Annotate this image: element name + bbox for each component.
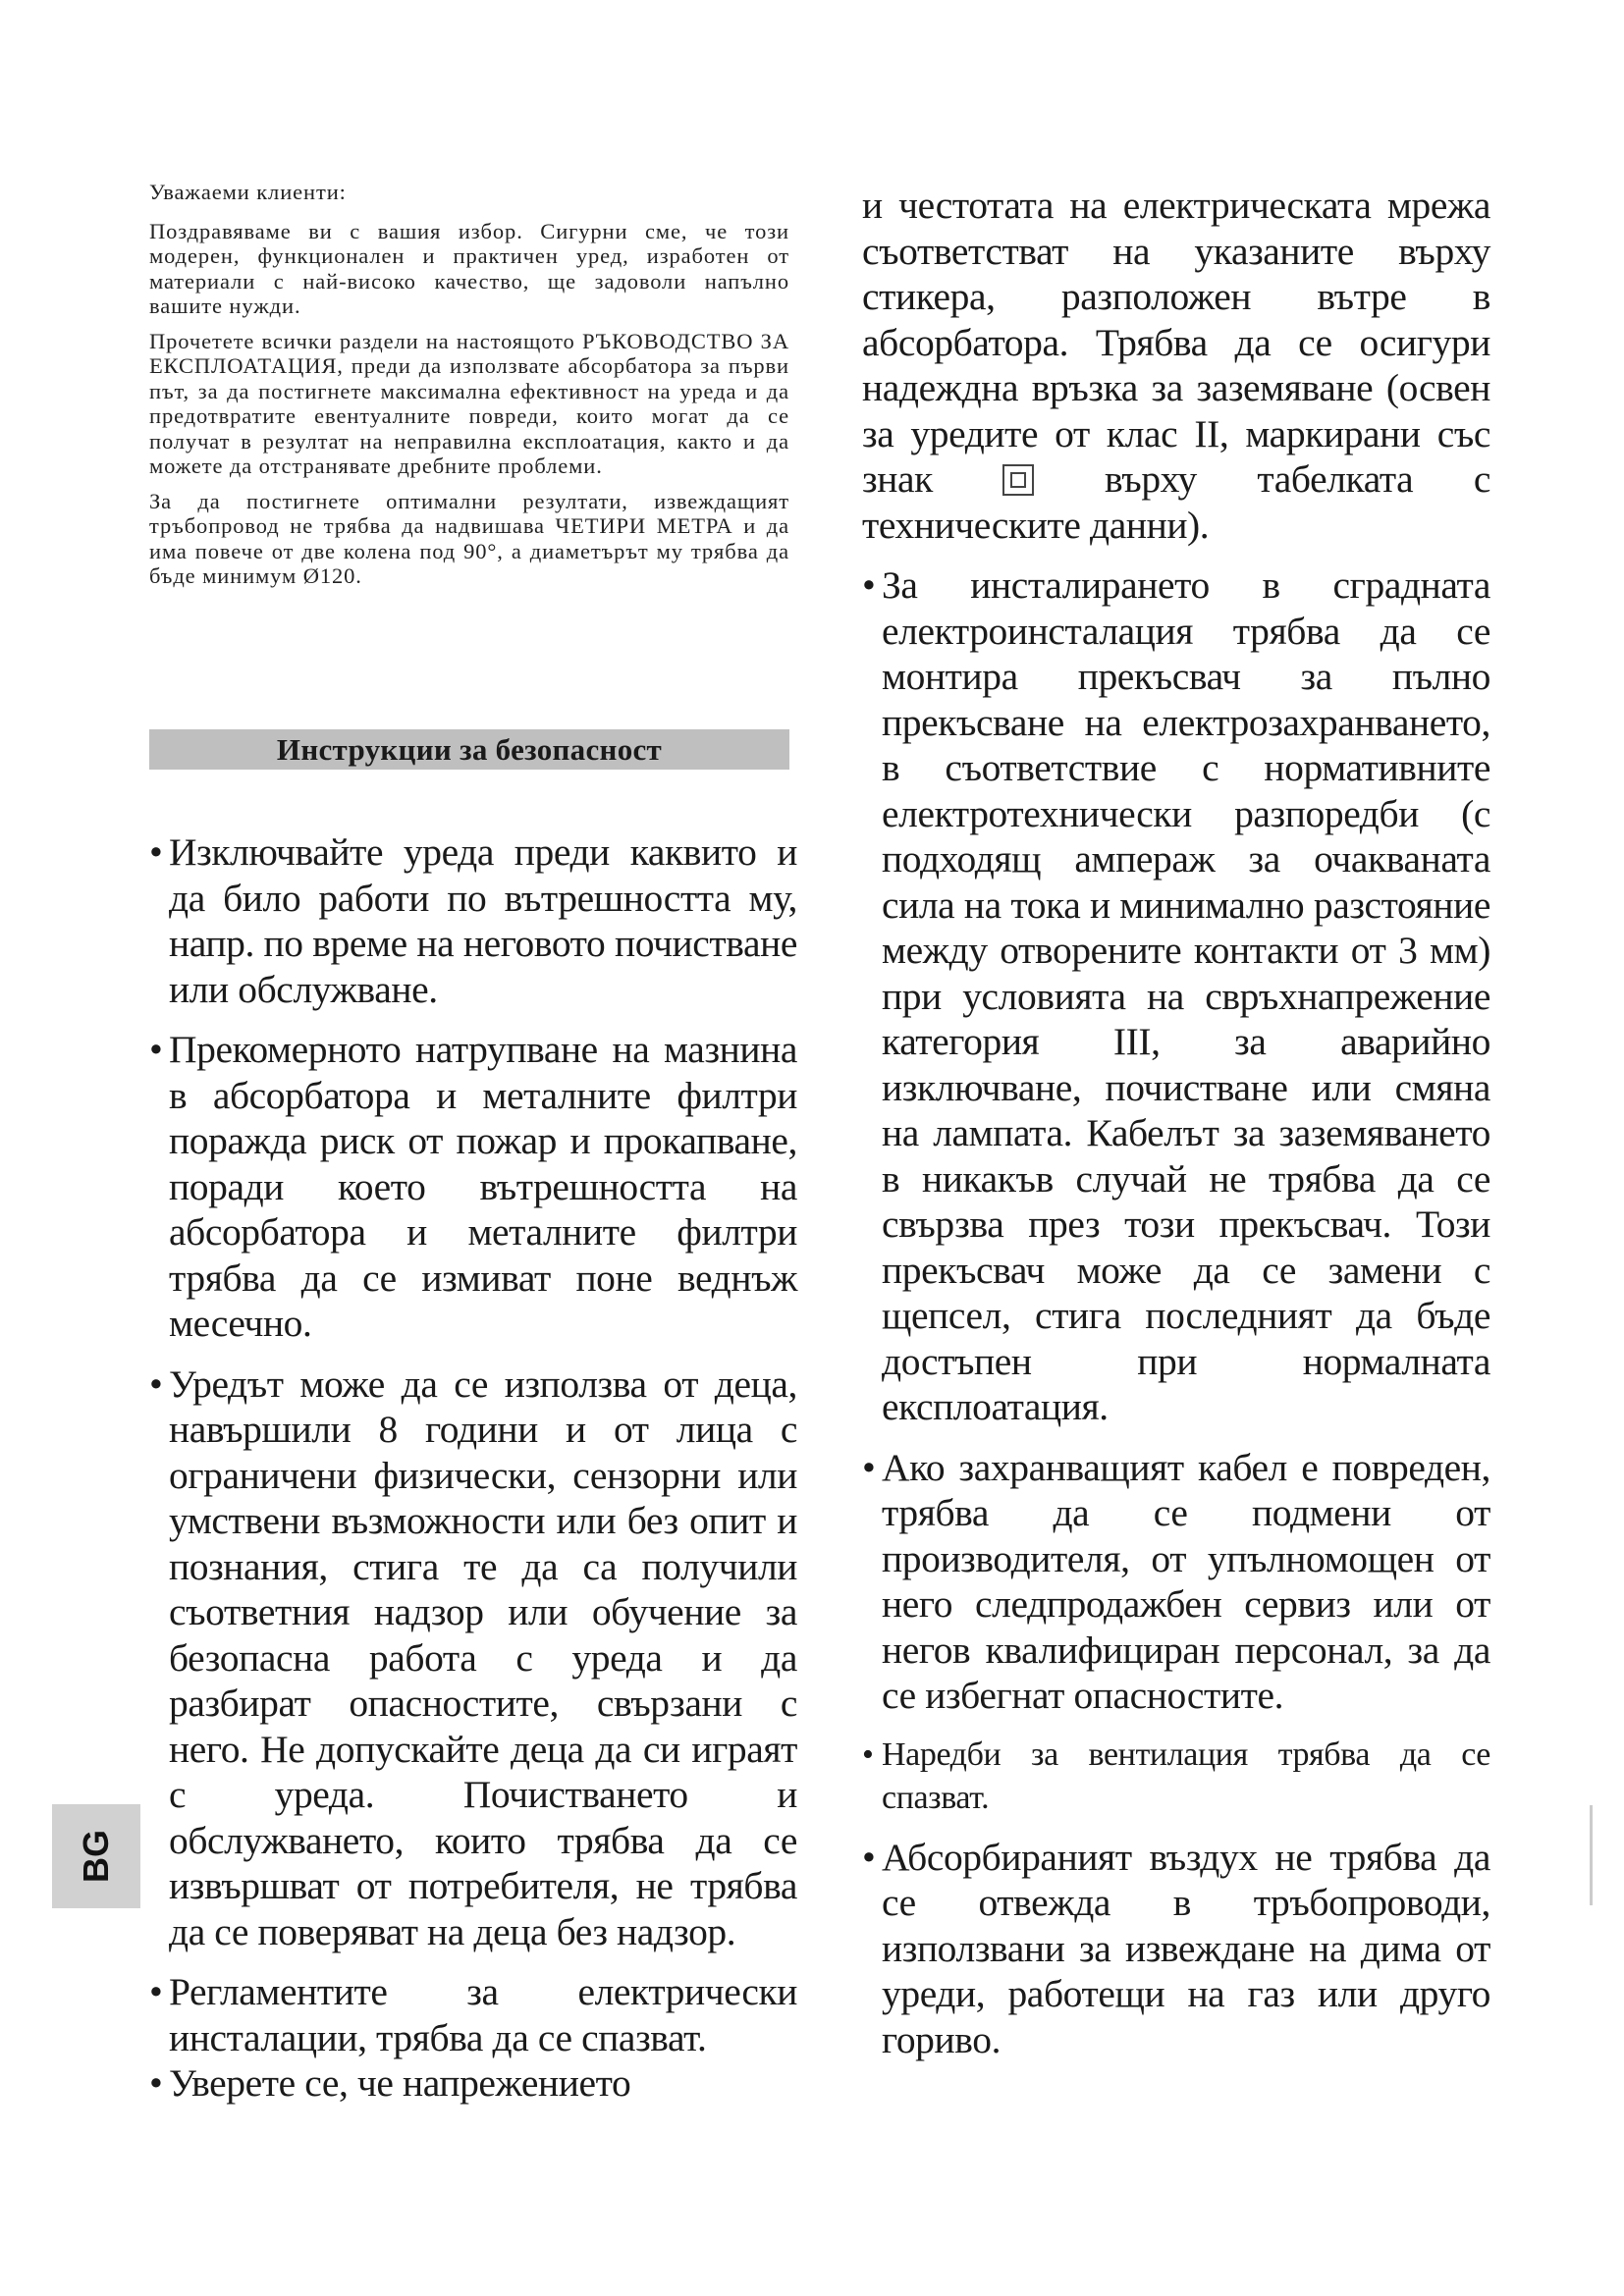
double-square-icon [1002,464,1034,496]
safety-item-text: Абсорбираният въздух не трябва да се отвежда в тръбопроводи, използвани за извеждане на дима от уреди, работещи на газ или друго гориво. [882,1835,1490,2061]
safety-item-text: Ако захранващият кабел е повреден, трябва да се подмени от производителя, от упълномощен от него следпродажбен сервиз или от негов квалифициран персонал, за да се избегнат опасностите. [882,1445,1490,1717]
safety-item [149,829,797,1012]
bullet: • [862,1735,874,1773]
safety-item-text: Уредът може да се използва от деца, навършили 8 години и от лица с ограничени физически, сензорни или умствени възможности или без опит и познания, стига те да са получили съответния надзор или обучение за безопасна работа с уреда и да разбират опасностите, свързани с него. Не допускайте деца да си играят с уреда. Почистването и обслужването, които трябва да се извършват от потребителя, не трябва да се поверяват на деца без надзор. [169,1362,797,1953]
intro-paragraph: Прочетете всички раздели на настоящото РЪКОВОДСТВО ЗА ЕКСПЛОАТАЦИЯ, преди да използвате абсорбатора за първи път, за да постигнете максимална ефективност на уреда и да предотвратите евентуалните повреди, които могат да се получат в резултат на неправилна експлоатация, както и да можете да отстранявате дребните проблеми. [149,328,789,478]
safety-item [862,562,1490,1430]
right-column [862,183,1490,2077]
safety-item-text: върху табелката с техническите данни). [862,457,1491,547]
bullet: • [862,1835,876,1879]
language-tab-label: BG [76,1830,116,1883]
left-column [149,829,797,2121]
bullet: • [862,563,876,607]
section-title: Инструкции за безопасност [276,732,663,767]
safety-item-text: Наредби за вентилация трябва да се спазват. [882,1735,1490,1816]
section-heading-bar [149,729,789,770]
bullet: • [149,1028,163,1071]
intro-paragraph: Поздравяваме ви с вашия избор. Сигурни сме, че този модерен, функционален и практичен уред, изработен от материали с най-високо качество, ще задоволи напълно вашите нужди. [149,218,789,318]
intro-block [149,180,789,599]
safety-item [149,2060,797,2107]
page-edge-marker [1590,1805,1593,1905]
safety-item [862,1734,1490,1820]
language-tab [52,1804,140,1908]
bullet: • [149,2061,163,2105]
safety-item-text: За инсталирането в сградната електроинсталация трябва да се монтира прекъсвач за пълно прекъсване на електрозахранването, в съответствие с нормативните електротехнически разпоредби (с подходящ ампераж за очакваната сила на тока и минимално разстояние между отворените контакти от 3 мм) при условията на свръхнапрежение категория III, за аварийно изключване, почистване или смяна на лампата. Кабелът за заземяването в никакъв случай не трябва да се свързва през този прекъсвач. Този прекъсвач може да се замени с щепсел, стига последният да бъде достъпен при нормалната експлоатация. [882,563,1490,1428]
safety-item [862,1835,1490,2063]
safety-item-text: Регламентите за електрически инсталации, трябва да се спазват. [169,1970,797,2059]
safety-item-text: и честотата на електрическата мрежа съответстват на указаните върху стикера, разположен вътре в абсорбатора. Трябва да се осигури надеждна връзка за заземяване (освен за уредите от клас II, маркирани със знак [862,184,1490,501]
safety-item [149,1969,797,2060]
intro-paragraph: За да постигнете оптимални резултати, извеждащият тръбопровод не трябва да надвишава ЧЕТИРИ МЕТРА и да има повече от две колена под 90°, а диаметърът му трябва да бъде минимум Ø120. [149,488,789,588]
bullet: • [149,1970,163,2013]
safety-item [862,1445,1490,1719]
safety-item [149,1362,797,1955]
safety-item [149,1027,797,1347]
safety-item-text: Уверете се, че напрежението [169,2061,631,2105]
bullet: • [862,1445,876,1489]
safety-item-continued [862,183,1490,548]
safety-item-text: Прекомерното натрупване на мазнина в абсорбатора и металните филтри поражда риск от пожар и прокапване, поради което вътрешността на абсорбатора и металните филтри трябва да се измиват поне веднъж месечно. [169,1028,797,1345]
safety-item-text: Изключвайте уреда преди каквито и да било работи по вътрешността му, напр. по време на неговото почистване или обслужване. [169,830,797,1011]
bullet: • [149,1362,163,1406]
greeting: Уважаеми клиенти: [149,180,347,204]
bullet: • [149,830,163,874]
